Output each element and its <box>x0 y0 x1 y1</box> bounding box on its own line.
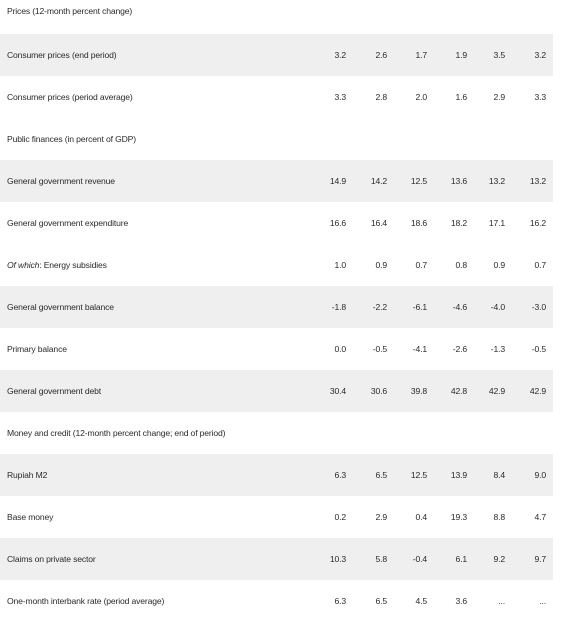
row-label: Claims on private sector <box>7 554 96 564</box>
cell-value: 19.3 <box>450 512 467 522</box>
cell-value: 5.8 <box>375 554 387 564</box>
table-row <box>0 202 553 244</box>
row-label: Consumer prices (end period) <box>7 50 117 60</box>
cell-value: 1.9 <box>455 50 467 60</box>
cell-value: ... <box>498 596 505 606</box>
section-heading: Public finances (in percent of GDP) <box>7 134 136 144</box>
cell-value: 18.2 <box>450 218 467 228</box>
cell-value: 1.7 <box>415 50 427 60</box>
cell-value: 9.7 <box>534 554 546 564</box>
cell-value: 0.7 <box>534 260 546 270</box>
row-label: Consumer prices (period average) <box>7 92 133 102</box>
cell-value: 9.2 <box>493 554 505 564</box>
table-row <box>0 160 553 202</box>
row-label: Base money <box>7 512 54 522</box>
cell-value: 0.8 <box>455 260 467 270</box>
cell-value: 2.9 <box>493 92 505 102</box>
cell-value: -2.6 <box>452 344 467 354</box>
section-heading: Prices (12-month percent change) <box>7 6 133 16</box>
cell-value: 2.0 <box>415 92 427 102</box>
section-heading: Money and credit (12-month percent change; end of period) <box>7 428 226 438</box>
cell-value: -0.4 <box>412 554 427 564</box>
cell-value: 6.3 <box>334 470 346 480</box>
cell-value: ... <box>539 596 546 606</box>
cell-value: 16.2 <box>529 218 546 228</box>
table-row <box>0 454 553 496</box>
table-row <box>0 0 553 34</box>
cell-value: 17.1 <box>488 218 505 228</box>
cell-value: -1.3 <box>490 344 505 354</box>
cell-value: 1.6 <box>455 92 467 102</box>
cell-value: 42.8 <box>450 386 467 396</box>
row-label: General government balance <box>7 302 114 312</box>
table-row <box>0 496 553 538</box>
cell-value: 2.9 <box>375 512 387 522</box>
row-label: One-month interbank rate (period average) <box>7 596 165 606</box>
cell-value: -0.5 <box>372 344 387 354</box>
cell-value: 16.6 <box>329 218 346 228</box>
table-row <box>0 412 553 454</box>
cell-value: 3.3 <box>334 92 346 102</box>
table-row <box>0 34 553 76</box>
cell-value: 10.3 <box>329 554 346 564</box>
cell-value: 0.7 <box>415 260 427 270</box>
cell-value: -3.0 <box>531 302 546 312</box>
cell-value: 3.2 <box>334 50 346 60</box>
table-row <box>0 118 553 160</box>
table-row <box>0 328 553 370</box>
cell-value: 13.9 <box>450 470 467 480</box>
cell-value: 13.6 <box>450 176 467 186</box>
cell-value: 12.5 <box>410 176 427 186</box>
row-label: General government revenue <box>7 176 115 186</box>
cell-value: 42.9 <box>488 386 505 396</box>
cell-value: -2.2 <box>372 302 387 312</box>
row-label: Primary balance <box>7 344 67 354</box>
cell-value: 0.9 <box>375 260 387 270</box>
table-row <box>0 370 553 412</box>
row-label: Rupiah M2 <box>7 470 48 480</box>
cell-value: 8.4 <box>493 470 505 480</box>
row-label-rest: : Energy subsidies <box>39 260 107 270</box>
cell-value: 4.5 <box>415 596 427 606</box>
cell-value: 6.1 <box>455 554 467 564</box>
cell-value: 3.5 <box>493 50 505 60</box>
cell-value: 6.5 <box>375 596 387 606</box>
cell-value: 9.0 <box>534 470 546 480</box>
cell-value: 13.2 <box>529 176 546 186</box>
row-label: General government debt <box>7 386 102 396</box>
cell-value: -4.6 <box>452 302 467 312</box>
cell-value: 0.0 <box>334 344 346 354</box>
row-label: General government expenditure <box>7 218 129 228</box>
cell-value: 14.9 <box>329 176 346 186</box>
cell-value: 18.6 <box>410 218 427 228</box>
cell-value: 14.2 <box>370 176 387 186</box>
cell-value: 16.4 <box>370 218 387 228</box>
row-label <box>7 244 107 286</box>
cell-value: 0.4 <box>415 512 427 522</box>
cell-value: -4.1 <box>412 344 427 354</box>
cell-value: 12.5 <box>410 470 427 480</box>
cell-value: 3.2 <box>534 50 546 60</box>
cell-value: 42.9 <box>529 386 546 396</box>
cell-value: 3.3 <box>534 92 546 102</box>
cell-value: 30.4 <box>329 386 346 396</box>
cell-value: 6.3 <box>334 596 346 606</box>
cell-value: 0.9 <box>493 260 505 270</box>
cell-value: 1.0 <box>334 260 346 270</box>
cell-value: -1.8 <box>331 302 346 312</box>
cell-value: 2.6 <box>375 50 387 60</box>
cell-value: 6.5 <box>375 470 387 480</box>
cell-value: 3.6 <box>455 596 467 606</box>
cell-value: 2.8 <box>375 92 387 102</box>
cell-value: 8.8 <box>493 512 505 522</box>
cell-value: -6.1 <box>412 302 427 312</box>
table-row <box>0 244 553 286</box>
cell-value: -4.0 <box>490 302 505 312</box>
cell-value: 13.2 <box>488 176 505 186</box>
row-label-italic: Of which <box>7 260 40 270</box>
cell-value: 39.8 <box>410 386 427 396</box>
table-row <box>0 580 553 622</box>
table-row <box>0 538 553 580</box>
cell-value: 30.6 <box>370 386 387 396</box>
cell-value: -0.5 <box>531 344 546 354</box>
table-row <box>0 76 553 118</box>
table-row <box>0 286 553 328</box>
cell-value: 4.7 <box>534 512 546 522</box>
cell-value: 0.2 <box>334 512 346 522</box>
